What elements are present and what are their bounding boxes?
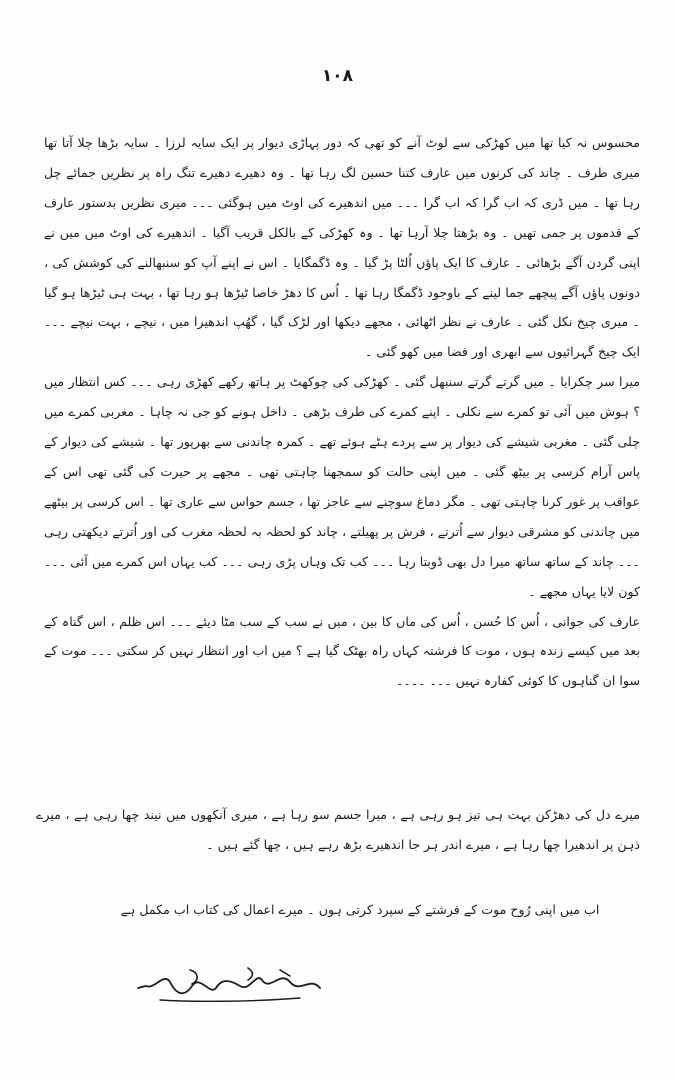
paragraph-confession: عارف کی جوانی ، اُس کا حُسن ، اُس کی ماں کا بین ، میں نے سب کے سب مٹا دیئے ۔۔۔ اس ظلم ، اس گناہ کے بعد میں کیسے زندہ ہوں ، موت کا فرشتہ کہاں راہ بھٹک گیا ہے ؟ میں اب اور انتظار نہیں کر سکتی ۔۔۔ موت کے سوا ان گناہوں کا کوئی کفارہ نہیں ۔۔۔ ۔۔۔۔ xyxy=(44,613,640,689)
paragraph-arif-fall: محسوس نہ کیا تھا میں کھڑکی سے لوٹ آنے کو تھی کہ دور پہاڑی دیوار پر ایک سایہ لرزا ۔ سایہ بڑھا چلا آتا تھا میری طرف ۔ چاند کی کرنوں میں عارف کتنا حسین لگ رہا تھا ۔ وہ دھیرے دھیرے تنگ راہ پر نظریں جمائے چل رہا تھا ۔ میں ڈری کہ اب گرا کہ اب گرا ۔۔۔ میں اندھیرے کی اوٹ میں ہوگئی ۔۔۔ میری نظریں بدستور عارف کے قدموں پر جمی تھیں ۔ وہ بڑھتا چلا آرہا تھا ۔ وہ کھڑکی کے بالکل قریب آگیا ۔ اندھیرے کی اوٹ میں میں نے اپنی گردن آگے بڑھائی ۔ عارف کا ایک پاؤں اُلٹا پڑ گیا ۔ وہ ڈگمگایا ۔ اس نے اپنے آپ کو سنبھالنے کی کوشش کی ، دونوں پاؤں آگے پیچھے جما لینے کے باوجود ڈگمگا رہا تھا ۔ اُس کا دھڑ خاصا ٹیڑھا ہو رہا تھا ، بہت ہی ٹیڑھا ہو گیا ۔ میری چیخ نکل گئی ۔ عارف نے نظر اٹھائی ، مجھے دیکھا اور لڑک گیا ، گھُپ اندھیرا میں ، نیچے ، بہت نیچے ۔۔۔ ایک چیخ گہرائیوں سے ابھری اور فضا میں کھو گئی ۔ xyxy=(44,135,640,360)
closing-paragraph: میرے دل کی دھڑکن بہت ہی تیز ہو رہی ہے ، میرا جسم سو رہا ہے ، میری آنکھوں میں نیند چھا رہی ہے ، میرے ذہن پر اندھیرا چھا رہا ہے ، میرے اندر ہر جا اندھیرے بڑھ رہے ہیں ، چھا گئے ہیں ۔ xyxy=(36,807,640,852)
final-line: اب میں اپنی رُوح موت کے فرشتے کے سپرد کرتی ہوں ۔ میرے اعمال کی کتاب اب مکمل ہے xyxy=(120,902,600,917)
paragraph-aftermath: میرا سر چکرایا ۔ میں گرتے گرتے سنبھل گئی ۔ کھڑکی کی چوکھٹ پر ہاتھ رکھے کھڑی رہی ۔۔۔ کس انتظار میں ؟ ہوش میں آئی تو کمرے سے نکلی ۔ اپنے کمرے کی طرف بڑھی ۔ داخل ہونے کو جی نہ چاہا ۔ مغربی کمرے میں چلی گئی ۔ مغربی شیشے کی دیوار پر سے پردے ہٹے ہوئے تھے ۔ کمرہ چاندنی سے بھرپور تھا ۔ شیشے کی دیوار کے پاس آرام کرسی پر بیٹھ گئی ۔ میں اپنی حالت کو سمجھنا چاہتی تھی ۔ مجھے پر حیرت کی گئی تھی اس کے عواقب پر غور کرنا چاہتی تھی ۔ مگر دماغ سوچنے سے عاجز تھا ، جسم حواس سے عاری تھا ۔ اس کرسی پر بیٹھے میں چاندنی کو مشرقی دیوار سے اُترتے ، فرش پر پھیلتے ، چاند کو لحظہ بہ لحظہ مغرب کی اور اُترتے دیکھتی رہی ۔۔۔ چاند کے ساتھ ساتھ میرا دل بھی ڈوبتا رہا ۔۔۔ کب تک وہاں پڑی رہی ۔۔۔ کب یہاں اس کمرے میں آئی ۔۔۔ کون لایا یہاں مجھے ۔ xyxy=(44,374,640,599)
page-number: ۱۰۸ xyxy=(321,66,354,86)
handwritten-date-signature xyxy=(130,958,330,1008)
main-text-block xyxy=(44,128,640,696)
signature-scribble xyxy=(130,958,330,1008)
